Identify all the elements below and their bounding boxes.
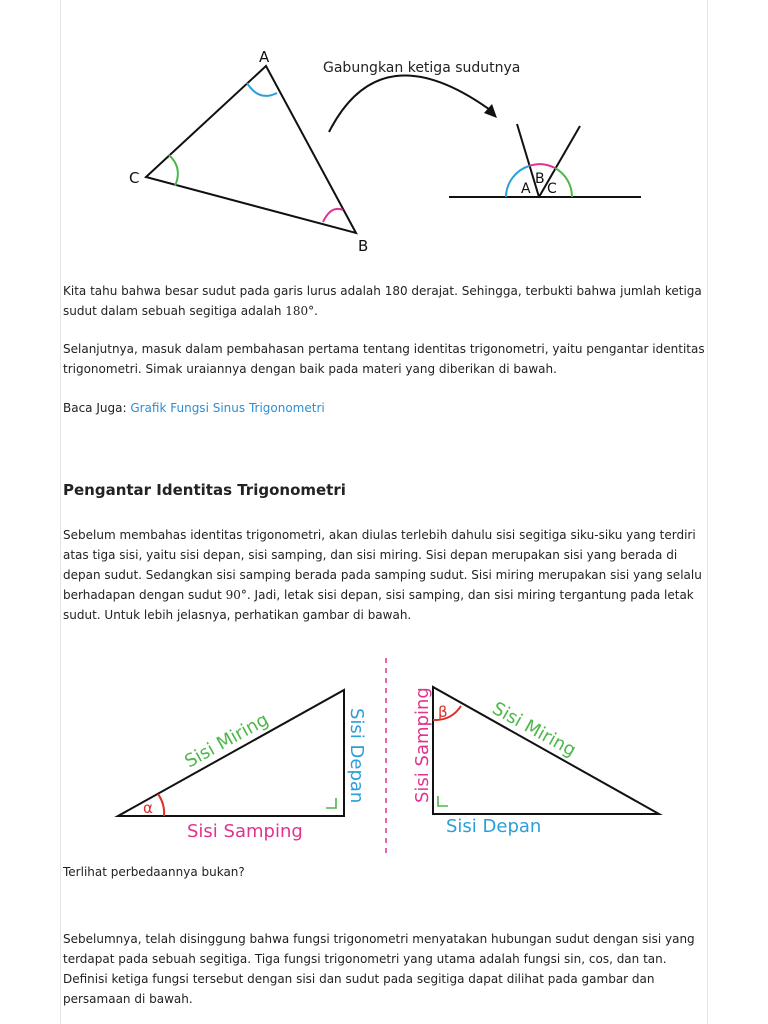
combined-b-label: B — [535, 171, 545, 187]
math-180: 180° — [285, 304, 315, 318]
left-sisi-samping-label: Sisi Samping — [187, 821, 303, 842]
paragraph-text: Sebelum membahas identitas trigonometri, akan diulas terlebih dahulu sisi segitiga siku-siku yang terdiri atas tiga sisi, yaitu sisi depan, sisi samping, dan sisi miring. Sisi depan merupakan sisi yang berada di depan sudut. Sedangkan sisi samping berada pada samping sudut. Sisi miring merupakan sisi yang selalu berhadapan dengan sudut — [63, 528, 702, 602]
combined-angle-c-arc — [555, 168, 572, 197]
angle-c-arc — [169, 155, 178, 186]
left-right-angle-mark — [326, 798, 336, 808]
combined-angle-b-arc — [529, 164, 555, 168]
angle-b-arc — [323, 209, 343, 222]
right-sisi-miring-label: Sisi Miring — [488, 698, 580, 762]
right-sisi-samping-label: Sisi Samping — [412, 687, 433, 803]
triangle-abc — [146, 66, 356, 233]
vertex-b-label: B — [358, 237, 369, 255]
paragraph-intro: Selanjutnya, masuk dalam pembahasan pertama tentang identitas trigonometri, yaitu pengantar identitas trigonometri. Simak uraiannya dengan baik pada materi yang diberikan di bawah. — [63, 342, 705, 376]
baca-juga — [63, 398, 711, 418]
angle-a-arc — [247, 83, 277, 96]
left-sisi-miring-label: Sisi Miring — [181, 709, 273, 773]
left-sisi-depan-label: Sisi Depan — [346, 708, 367, 804]
math-90: 90° — [225, 588, 247, 602]
right-right-angle-mark — [438, 796, 448, 806]
baca-juga-link[interactable]: Grafik Fungsi Sinus Trigonometri — [130, 401, 325, 415]
paragraph-sisi — [63, 525, 711, 625]
left-angle-alpha: α — [143, 799, 153, 817]
curved-arrow — [329, 75, 493, 132]
right-sisi-depan-label: Sisi Depan — [446, 816, 542, 837]
baca-juga-label: Baca Juga: — [63, 401, 131, 415]
paragraph-perbedaan: Terlihat perbedaannya bukan? — [63, 865, 245, 879]
paragraph-text: Kita tahu bahwa besar sudut pada garis lurus adalah 180 derajat. Sehingga, terbukti bahwa jumlah ketiga sudut dalam sebuah segitiga adalah — [63, 284, 702, 318]
right-right-triangle — [433, 687, 659, 814]
left-angle-arc — [158, 794, 164, 816]
paragraph-180-degree — [63, 281, 711, 321]
right-angle-beta: β — [438, 703, 448, 721]
vertex-c-label: C — [129, 169, 140, 187]
combined-a-label: A — [521, 181, 531, 197]
section-heading: Pengantar Identitas Trigonometri — [63, 481, 346, 499]
right-triangle-sides-figure — [61, 650, 709, 865]
article-page — [60, 0, 708, 1024]
arrow-caption: Gabungkan ketiga sudutnya — [323, 60, 521, 76]
paragraph-end: . — [314, 304, 318, 318]
left-right-triangle — [118, 690, 344, 816]
vertex-a-label: A — [259, 48, 270, 66]
paragraph-fungsi: Sebelumnya, telah disinggung bahwa fungsi trigonometri menyatakan hubungan sudut dengan sisi yang terdapat pada sebuah segitiga. Tiga fungsi trigonometri yang utama adalah fungsi sin, cos, dan tan. Definisi ketiga fungsi tersebut dengan sisi dan sudut pada segitiga dapat dilihat pada gambar dan persamaan di bawah. — [63, 932, 695, 1006]
triangle-angle-sum-figure — [61, 40, 709, 260]
ray-right — [539, 126, 580, 197]
paragraph-end: . Jadi, letak sisi depan, sisi samping, dan sisi miring tergantung pada letak sudut. Untuk lebih jelasnya, perhatikan gambar di bawah. — [63, 588, 694, 622]
combined-c-label: C — [547, 181, 557, 197]
